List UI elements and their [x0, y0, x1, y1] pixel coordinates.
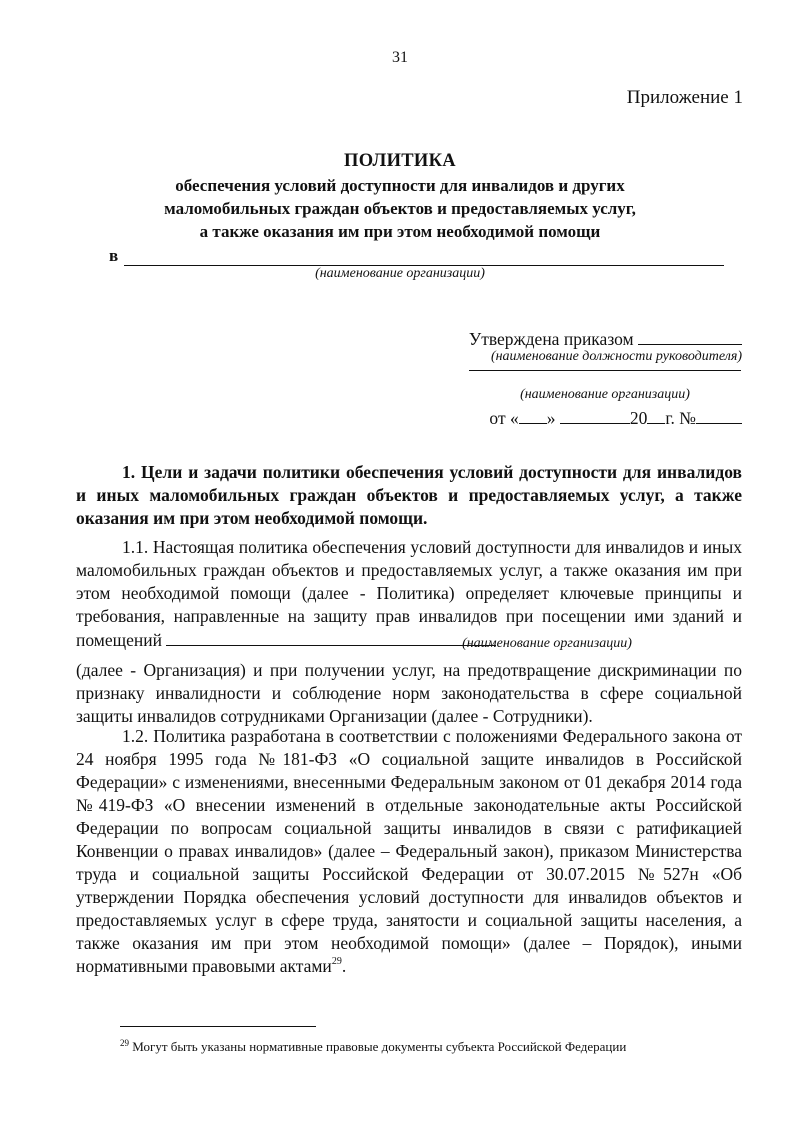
date-mid: » — [546, 408, 560, 428]
paragraph-end: . — [341, 956, 347, 976]
approval-org-hint: (наименование организации) — [520, 387, 690, 402]
organization-blank — [124, 247, 724, 266]
document-subtitle — [0, 174, 800, 243]
paragraph-1-2-text: 1.2. Политика разработана в соответствии с положениями Федерального закона от 24 ноября 1995 года №181-ФЗ «О социальной защите инвалидов в Российской Федерации» с изменениями, внесенными Федеральным законом от 01 декабря 2014 года №419-ФЗ «О внесении изменений в отдельные законодательные акты Российской Федерации по вопросам социальной защиты инвалидов в связи с ратификацией Конвенции о правах инвалидов» (далее – Федеральный закон), приказом Министерства труда и социальной защиты Российской Федерации от 30.07.2015 №527н «Об утверждении Порядка обеспечения условий доступности для инвалидов объектов и предоставляемых услуг в сфере труда, занятости и социальной защиты населения, а также оказания им при этом необходимой помощи» (далее – Порядок), иными нормативными правовыми актами — [76, 726, 742, 976]
paragraph-1-1-continued: (далее - Организация) и при получении услуг, на предотвращение дискриминации по признаку инвалидности и соблюдение норм законодательства в сфере социальной защиты инвалидов сотрудниками Организации (далее - Сотрудники). — [76, 660, 742, 726]
number-blank — [696, 407, 742, 424]
subtitle-line: а также оказания им при этом необходимой помощи — [199, 222, 601, 241]
approval-org-blank — [469, 370, 741, 371]
document-title: ПОЛИТИКА — [344, 151, 456, 171]
organization-hint: (наименование организации) — [315, 266, 485, 281]
approval-line — [469, 328, 742, 350]
footnote-text: Могут быть указаны нормативные правовые документы субъекта Российской Федерации — [132, 1039, 627, 1054]
paragraph-org-hint: (наименование организации) — [462, 636, 632, 651]
appendix-label: Приложение 1 — [626, 87, 743, 108]
order-blank — [638, 328, 742, 345]
month-blank — [560, 407, 630, 424]
date-prefix: от « — [489, 408, 519, 428]
section-heading — [76, 461, 742, 530]
footnote — [120, 1039, 626, 1055]
paragraph-1-1 — [76, 536, 742, 652]
position-hint: (наименование должности руководителя) — [490, 349, 742, 364]
subtitle-line: маломобильных граждан объектов и предоставляемых услуг, — [164, 199, 636, 218]
year-prefix: 20 — [629, 408, 648, 428]
organization-line — [109, 246, 724, 266]
year-blank — [647, 407, 665, 424]
organization-prefix: в — [109, 246, 119, 265]
day-blank — [519, 407, 547, 424]
footnote-number: 29 — [120, 1038, 129, 1048]
footnote-ref: 29 — [331, 956, 342, 967]
number-label: г. № — [665, 408, 696, 428]
page-number: 31 — [392, 49, 408, 66]
approval-date — [489, 407, 742, 429]
footnote-divider — [120, 1026, 316, 1027]
paragraph-1-1-text: 1.1. Настоящая политика обеспечения условий доступности для инвалидов и иных маломобильных граждан объектов и предоставляемых услуг, а также оказания им при этом необходимой помощи (далее - Политика) определяет ключевые принципы и требования, направленные на защиту прав инвалидов при посещении ими зданий и помещений — [76, 537, 742, 650]
subtitle-line: обеспечения условий доступности для инвалидов и других — [175, 176, 625, 195]
section-heading-text: 1. Цели и задачи политики обеспечения условий доступности для инвалидов и иных маломобильных граждан объектов и предоставляемых услуг, а также оказания им при этом необходимой помощи. — [76, 462, 742, 528]
paragraph-1-2 — [76, 725, 742, 978]
approval-text: Утверждена приказом — [468, 329, 634, 349]
